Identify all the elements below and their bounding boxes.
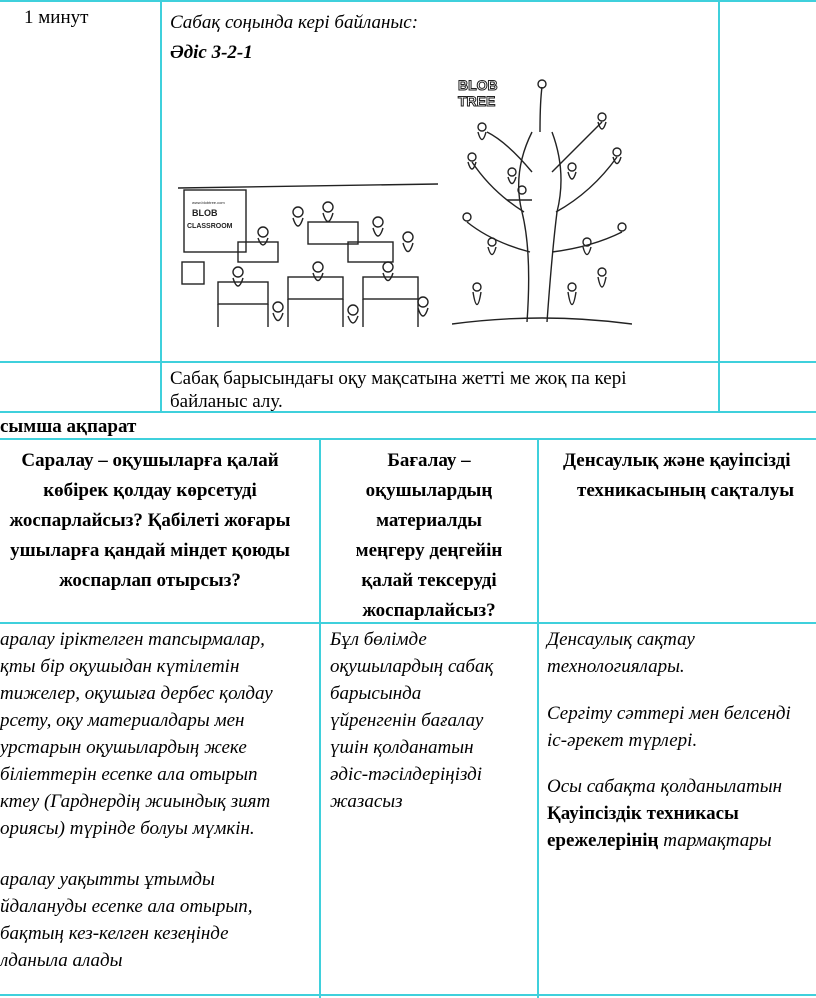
health-text-1: Денсаулық сақтау технологиялары.	[547, 629, 695, 677]
header-differentiation: Саралау – оқушыларға қалай көбірек қолдау көрсетуді жоспарлайсыз? Қабілеті жоғары ушыларға қандай міндет қоюды жоспарлап отырсыз?	[9, 450, 291, 591]
assessment-text: Бұл бөлімде оқушылардың сабақ барысында үйренгенін бағалау үшін қолданатын әдіс-тәсілдеріңізді жазасыз	[330, 629, 494, 812]
method-title: Әдіс 3-2-1	[170, 42, 253, 63]
blob-classroom-illustration	[178, 182, 438, 332]
grid-bottom	[0, 994, 816, 996]
tree-title-line2: TREE	[458, 93, 496, 109]
blob-tree-illustration	[452, 72, 632, 332]
health-text-2: Сергіту сәттері мен белсенді іс-әрекет түрлері.	[547, 703, 791, 751]
health-text-3: Осы сабақта қолданылатын Қауіпсіздік техникасы ережелерінің тармақтары	[547, 776, 782, 851]
feedback-purpose-line2: байланыс алу.	[170, 391, 283, 412]
grid-v-time	[160, 0, 162, 413]
classroom-sign-line2: CLASSROOM	[187, 223, 233, 230]
feedback-title: Сабақ соңында кері байланыс:	[170, 12, 419, 33]
differentiation-text-1: аралау іріктелген тапсырмалар, қты бір оқушыдан күтілетін тижелер, оқушыға дербес қолдау рсету, оқу материалдары мен урстарын оқушылардың жеке біліеттерін есепке ала отырып ктеу (Гарднердің жиындық зият ориясы) түрінде болуы мүмкін.	[0, 629, 273, 839]
differentiation-text-2: аралау уақытты ұтымды йдалануды есепке ала отырып, бақтың кез-келген кезеңінде лданыла алады	[0, 869, 253, 971]
grid-h-row2	[0, 411, 816, 413]
grid-top	[0, 0, 816, 2]
header-health-safety: Денсаулық және қауіпсіздi техникасының сақталуы	[563, 450, 795, 501]
time-cell: 1 минут	[24, 7, 89, 28]
grid-v-content	[718, 0, 720, 413]
grid-h-row1	[0, 361, 816, 363]
classroom-url: www.blobtree.com	[192, 200, 225, 205]
grid-v-col3	[537, 438, 539, 998]
feedback-purpose-line1: Сабақ барысындағы оқу мақсатына жетті ме жоқ па кері	[170, 368, 627, 389]
tree-title-line1: BLOB	[458, 77, 498, 93]
header-assessment: Бағалау – оқушылардың материалды меңгеру деңгейін қалай тексеруді жоспарлайсыз?	[355, 450, 503, 621]
section-title: сымша ақпарат	[0, 416, 137, 437]
classroom-sign-line1: BLOB	[192, 208, 218, 218]
